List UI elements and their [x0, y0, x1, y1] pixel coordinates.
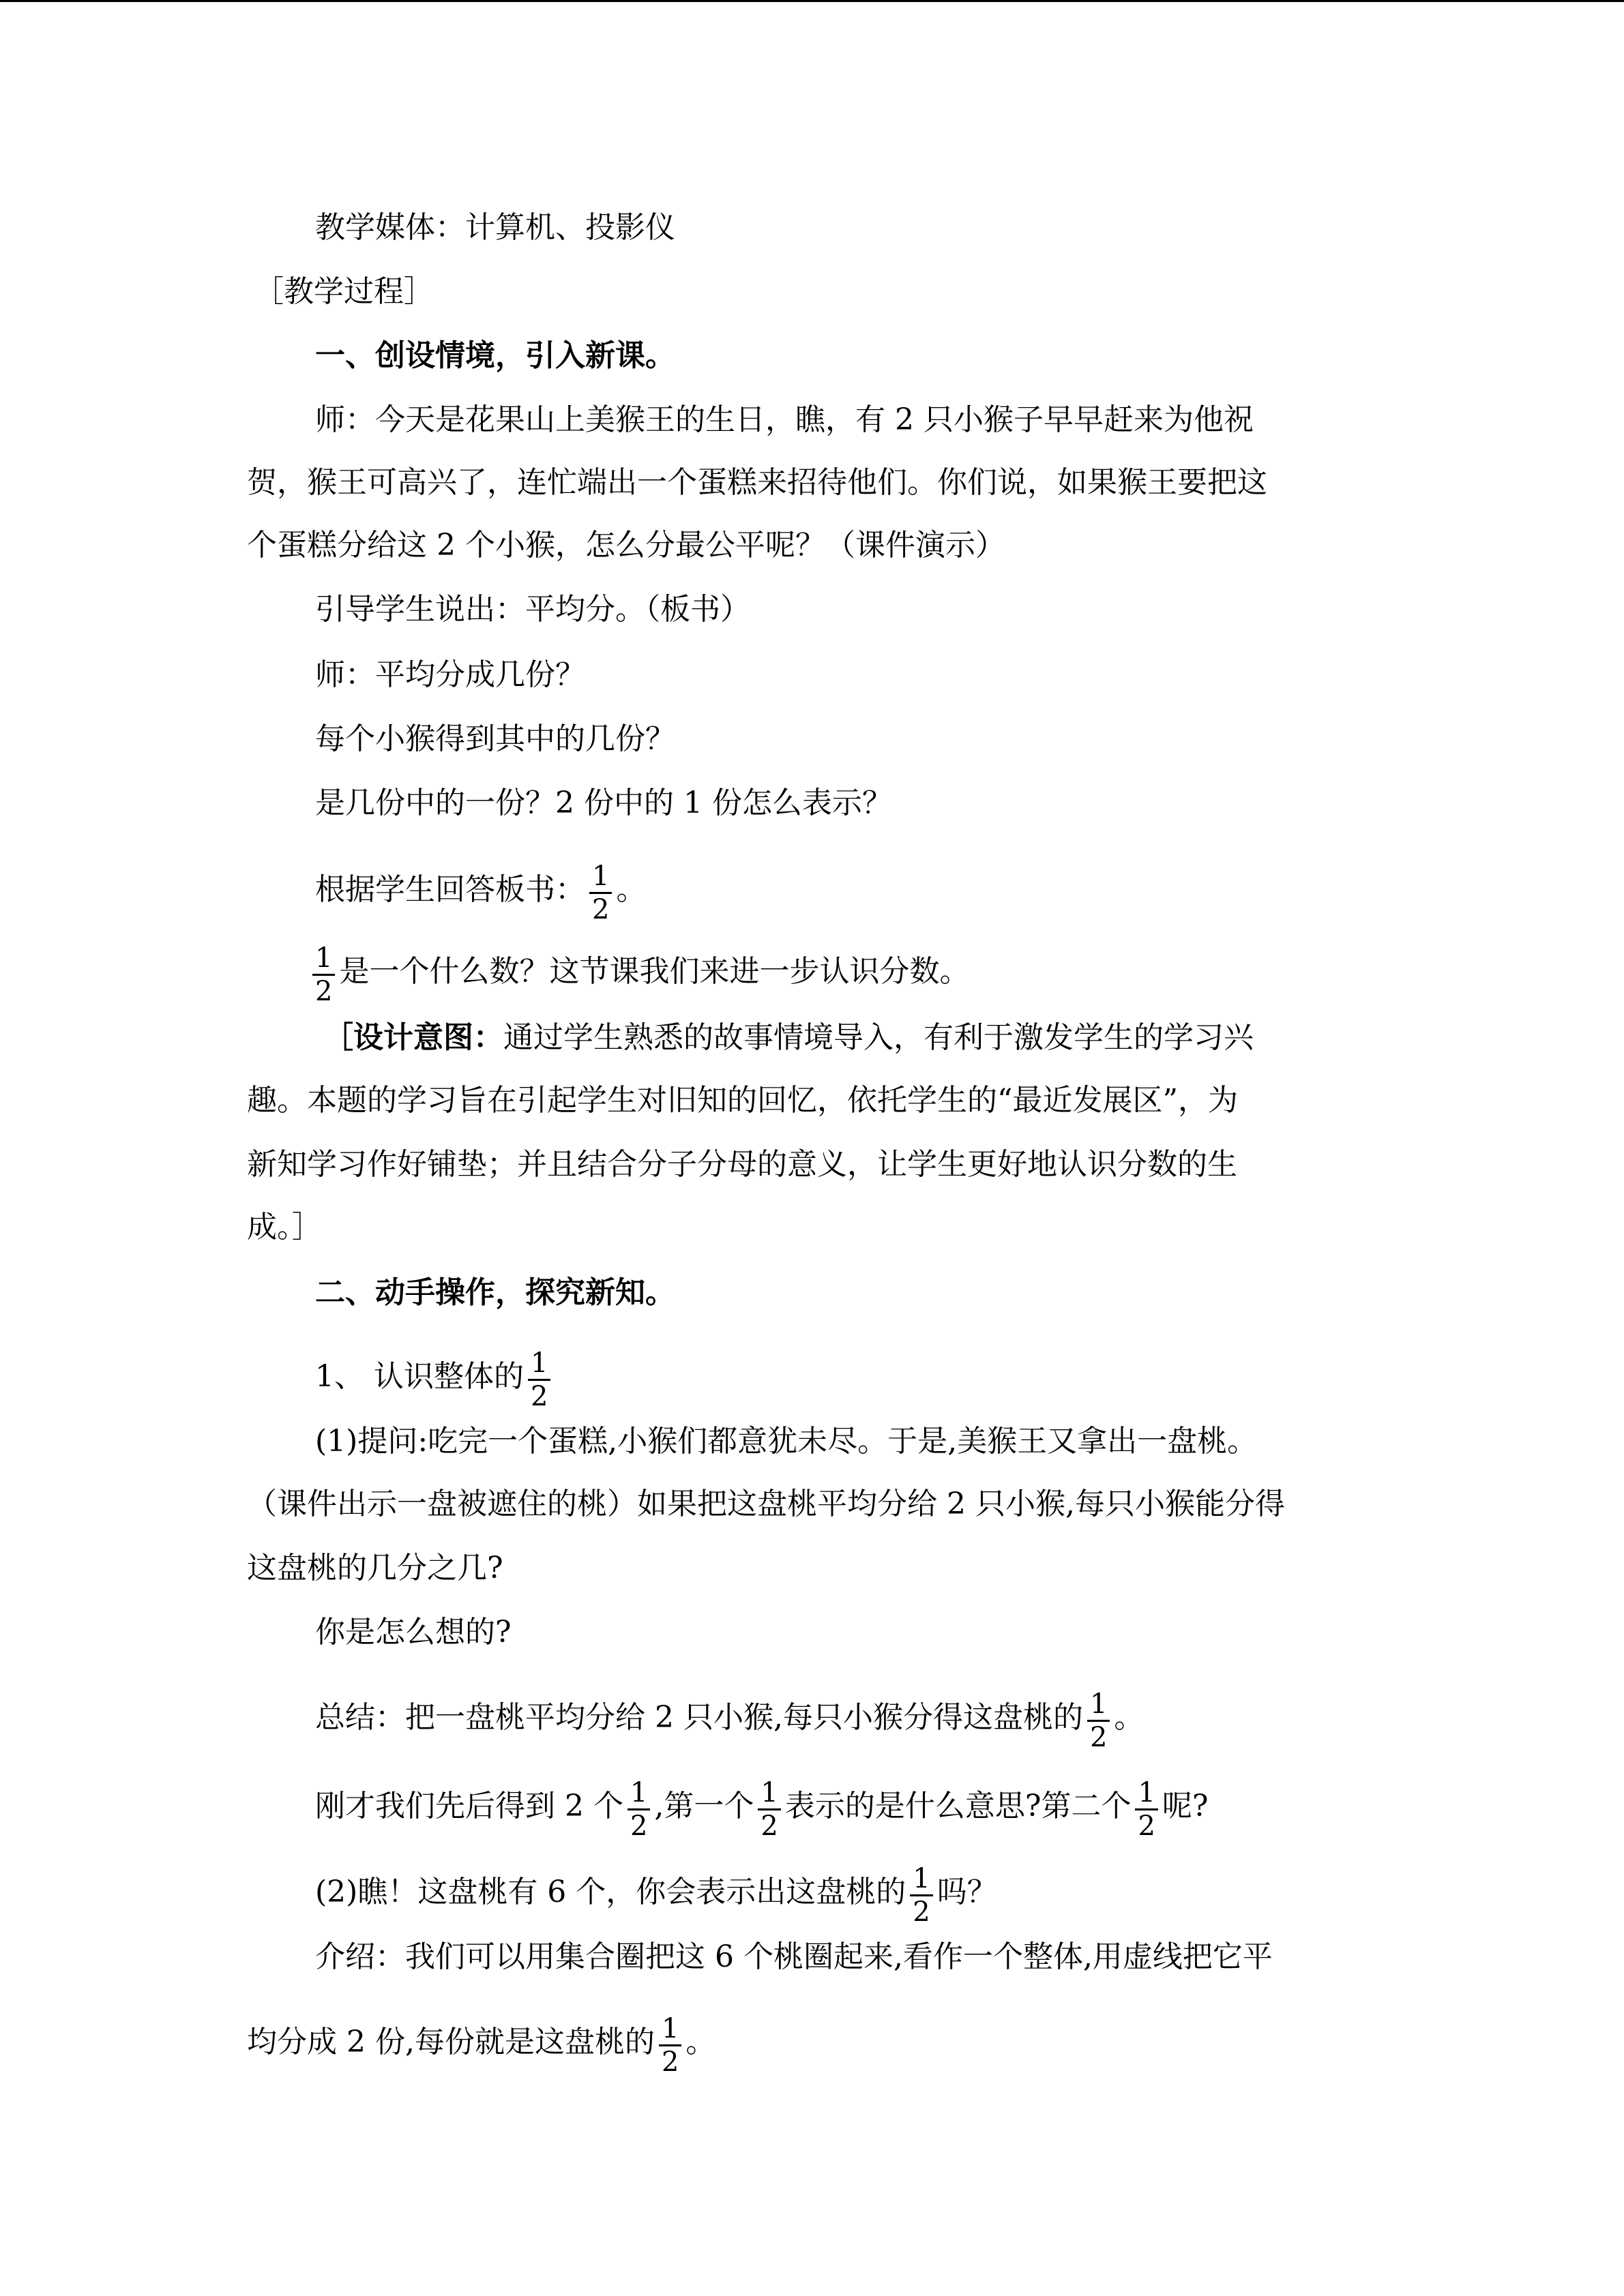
intro-line2 [247, 2012, 716, 2078]
what-number-line [312, 941, 970, 1007]
six-peaches-text: (2)瞧！这盘桃有 6 个，你会表示出这盘桃的 [315, 1875, 906, 1909]
question-one-of-two: 是几份中的一份？2 份中的 1 份怎么表示？ [315, 786, 892, 820]
what-number-text: 是一个什么数？这节课我们来进一步认识分数。 [339, 954, 970, 989]
fraction-denominator: 2 [1089, 1722, 1108, 1753]
just-text-b: ,第一个 [654, 1789, 754, 1823]
fraction-numerator: 1 [592, 861, 610, 892]
design-intent-line3: 新知学习作好铺垫；并且结合分子分母的意义，让学生更好地认识分数的生 [247, 1147, 1237, 1182]
fraction-denominator: 2 [761, 1810, 778, 1842]
just-text-d: 呢? [1162, 1789, 1209, 1823]
fraction-denominator: 2 [630, 1810, 648, 1842]
fraction-denominator: 2 [530, 1381, 548, 1412]
fraction-one-half [1087, 1688, 1110, 1753]
just-text-a: 刚才我们先后得到 2 个 [315, 1789, 623, 1823]
fraction-numerator: 1 [761, 1777, 778, 1808]
fraction-numerator: 1 [630, 1777, 648, 1808]
just-got-line [315, 1776, 1209, 1842]
fraction-one-half [589, 861, 612, 925]
fraction-one-half [528, 1347, 550, 1412]
fraction-one-half [312, 942, 335, 1007]
fraction-denominator: 2 [1138, 1810, 1155, 1842]
fraction-one-half [910, 1863, 932, 1928]
question-each-share: 每个小猴得到其中的几份？ [315, 721, 675, 756]
intro-line1: 介绍：我们可以用集合圈把这 6 个桃圈起来,看作一个整体,用虚线把它平 [315, 1939, 1273, 1974]
board-line [315, 859, 647, 925]
p2-line3: 这盘桃的几分之几? [247, 1551, 503, 1585]
how-think-line: 你是怎么想的? [315, 1615, 512, 1650]
fraction-numerator: 1 [315, 942, 333, 974]
fraction-denominator: 2 [315, 976, 333, 1007]
board-end: 。 [616, 872, 647, 907]
p1-line3: 个蛋糕分给这 2 个小猴，怎么分最公平呢？（课件演示） [247, 528, 1005, 563]
media-line: 教学媒体：计算机、投影仪 [315, 210, 675, 245]
design-intent-label: ［设计意图： [323, 1020, 503, 1055]
design-intent-line1 [323, 1019, 1254, 1057]
section2-title: 二、动手操作，探究新知。 [315, 1275, 675, 1310]
item1-label: 1、 认识整体的 [315, 1359, 524, 1394]
fraction-numerator: 1 [913, 1863, 930, 1894]
intro-text: 均分成 2 份,每份就是这盘桃的 [247, 2025, 655, 2059]
intro-end: 。 [685, 2025, 716, 2059]
p2-line2: （课件出示一盘被遮住的桃）如果把这盘桃平均分给 2 只小猴,每只小猴能分得 [247, 1487, 1285, 1521]
p2-line1: (1)提问:吃完一个蛋糕,小猴们都意犹未尽。于是,美猴王又拿出一盘桃。 [315, 1424, 1258, 1459]
fraction-numerator: 1 [530, 1347, 548, 1379]
design-intent-line4: 成。］ [247, 1210, 322, 1244]
guide-line: 引导学生说出：平均分。（板书） [315, 592, 750, 627]
p1-line2: 贺，猴王可高兴了，连忙端出一个蛋糕来招待他们。你们说，如果猴王要把这 [247, 465, 1267, 500]
just-text-c: 表示的是什么意思?第二个 [784, 1789, 1132, 1823]
six-peaches-end: 吗？ [936, 1875, 997, 1909]
fraction-one-half [628, 1777, 650, 1842]
summary-text: 总结：把一盘桃平均分给 2 只小猴,每只小猴分得这盘桃的 [315, 1700, 1083, 1735]
board-text: 根据学生回答板书： [315, 872, 585, 907]
fraction-one-half [758, 1777, 780, 1842]
process-heading: ［教学过程］ [254, 274, 434, 309]
summary-end: 。 [1114, 1700, 1145, 1735]
fraction-denominator: 2 [661, 2046, 679, 2078]
fraction-one-half [659, 2013, 681, 2078]
fraction-denominator: 2 [592, 894, 610, 925]
design-intent-line2: 趣。本题的学习旨在引起学生对旧知的回忆，依托学生的“最近发展区”，为 [247, 1083, 1238, 1118]
fraction-denominator: 2 [913, 1896, 930, 1928]
design-intent-text: 通过学生熟悉的故事情境导入，有利于激发学生的学习兴 [503, 1020, 1254, 1055]
fraction-numerator: 1 [1138, 1777, 1155, 1808]
six-peaches-line [315, 1862, 997, 1928]
question-parts: 师：平均分成几份？ [315, 657, 585, 692]
p1-line1: 师：今天是花果山上美猴王的生日，瞧，有 2 只小猴子早早赶来为他祝 [315, 402, 1254, 437]
item1-line [315, 1346, 555, 1412]
fraction-numerator: 1 [1089, 1688, 1108, 1720]
fraction-one-half [1135, 1777, 1157, 1842]
section1-title: 一、创设情境，引入新课。 [315, 338, 675, 373]
summary-line [315, 1687, 1145, 1753]
fraction-numerator: 1 [661, 2013, 679, 2044]
